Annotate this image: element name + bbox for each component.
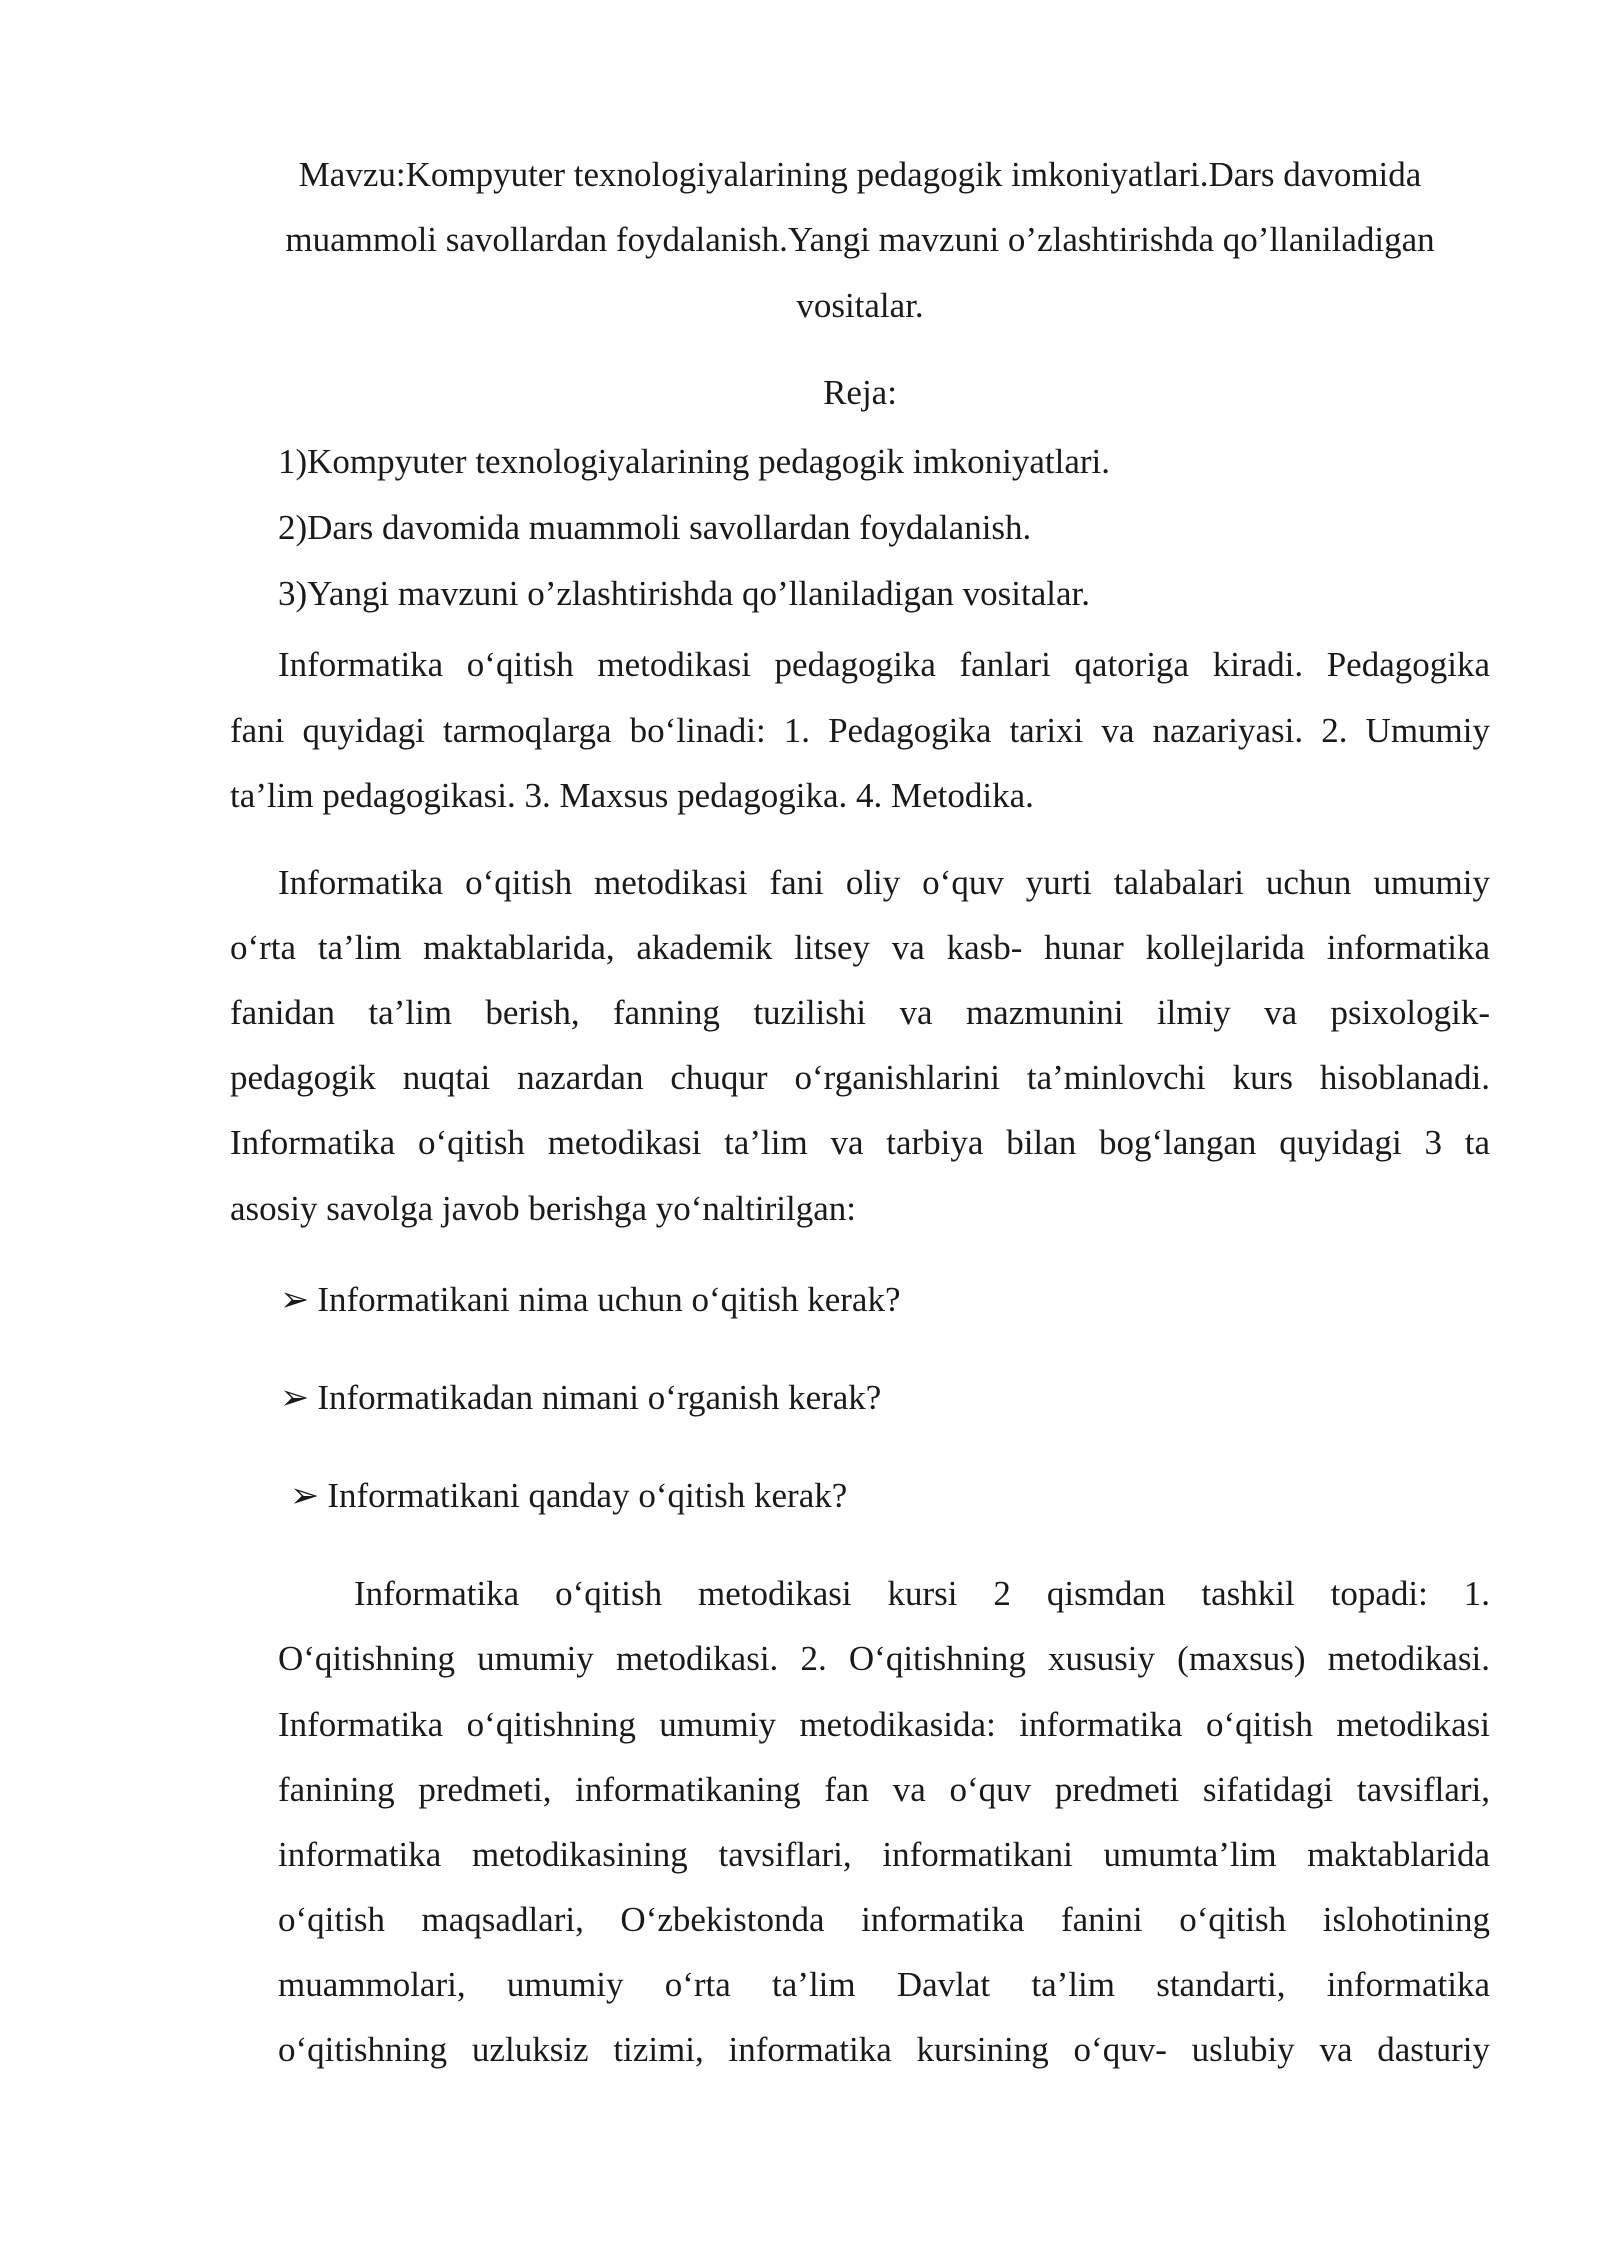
- para3-line-7: muammolari, umumiy o‘rta ta’lim Davlat ta’lim standarti, informatika: [278, 1965, 1490, 2004]
- para2-line-6: asosiy savolga javob berishga yo‘naltirilgan:: [230, 1189, 856, 1228]
- arrow-bullet-icon: ➢: [280, 1378, 310, 1417]
- para2-line-1: Informatika o‘qitish metodikasi fani oliy o‘quv yurti talabalari uchun umumiy: [278, 863, 1490, 902]
- question-item-3: [290, 1474, 1390, 1518]
- para2-line-3: fanidan ta’lim berish, fanning tuzilishi va mazmunini ilmiy va psixologik-: [230, 993, 1490, 1032]
- title-line-3: vositalar.: [796, 286, 924, 325]
- para3-line-5: informatika metodikasining tavsiflari, informatikani umumta’lim maktablarida: [278, 1835, 1490, 1874]
- para3-line-6: o‘qitish maqsadlari, O‘zbekistonda informatika fanini o‘qitish islohotining: [278, 1900, 1490, 1939]
- para3-line-1: Informatika o‘qitish metodikasi kursi 2 qismdan tashkil topadi: 1.: [354, 1574, 1490, 1613]
- question-text-1: Informatikani nima uchun o‘qitish kerak?: [317, 1280, 901, 1319]
- question-text-3: Informatikani qanday o‘qitish kerak?: [327, 1476, 848, 1515]
- title-line-2: muammoli savollardan foydalanish.Yangi mavzuni o’zlashtirishda qo’llaniladigan: [285, 220, 1435, 259]
- plan-heading: Reja:: [823, 373, 897, 412]
- para3-line-2: O‘qitishning umumiy metodikasi. 2. O‘qitishning xususiy (maxsus) metodikasi.: [278, 1639, 1490, 1678]
- question-item-1: [280, 1278, 1380, 1322]
- para2-line-4: pedagogik nuqtai nazardan chuqur o‘rganishlarini ta’minlovchi kurs hisoblanadi.: [230, 1058, 1490, 1097]
- para2-line-5: Informatika o‘qitish metodikasi ta’lim va tarbiya bilan bog‘langan quyidagi 3 ta: [230, 1123, 1490, 1162]
- question-text-2: Informatikadan nimani o‘rganish kerak?: [317, 1378, 882, 1417]
- question-item-2: [280, 1376, 1380, 1420]
- para1-line-3: ta’lim pedagogikasi. 3. Maxsus pedagogika. 4. Metodika.: [230, 776, 1034, 815]
- para1-line-2: fani quyidagi tarmoqlarga bo‘linadi: 1. Pedagogika tarixi va nazariyasi. 2. Umumiy: [230, 711, 1490, 750]
- para3-line-3: Informatika o‘qitishning umumiy metodikasida: informatika o‘qitish metodikasi: [278, 1705, 1490, 1744]
- plan-item-3: 3)Yangi mavzuni o’zlashtirishda qo’llaniladigan vositalar.: [278, 574, 1090, 613]
- title-line-1: Mavzu:Kompyuter texnologiyalarining pedagogik imkoniyatlari.Dars davomida: [298, 155, 1422, 194]
- arrow-bullet-icon: ➢: [290, 1476, 320, 1515]
- para2-line-2: o‘rta ta’lim maktablarida, akademik litsey va kasb- hunar kollejlarida informatika: [230, 928, 1490, 967]
- para1-line-1: Informatika o‘qitish metodikasi pedagogika fanlari qatoriga kiradi. Pedagogika: [278, 645, 1490, 684]
- plan-item-2: 2)Dars davomida muammoli savollardan foydalanish.: [278, 508, 1032, 547]
- arrow-bullet-icon: ➢: [280, 1280, 310, 1319]
- para3-line-4: fanining predmeti, informatikaning fan va o‘quv predmeti sifatidagi tavsiflari,: [278, 1770, 1490, 1809]
- plan-item-1: 1)Kompyuter texnologiyalarining pedagogik imkoniyatlari.: [278, 442, 1111, 481]
- para3-line-8: o‘qitishning uzluksiz tizimi, informatika kursining o‘quv- uslubiy va dasturiy: [278, 2030, 1490, 2069]
